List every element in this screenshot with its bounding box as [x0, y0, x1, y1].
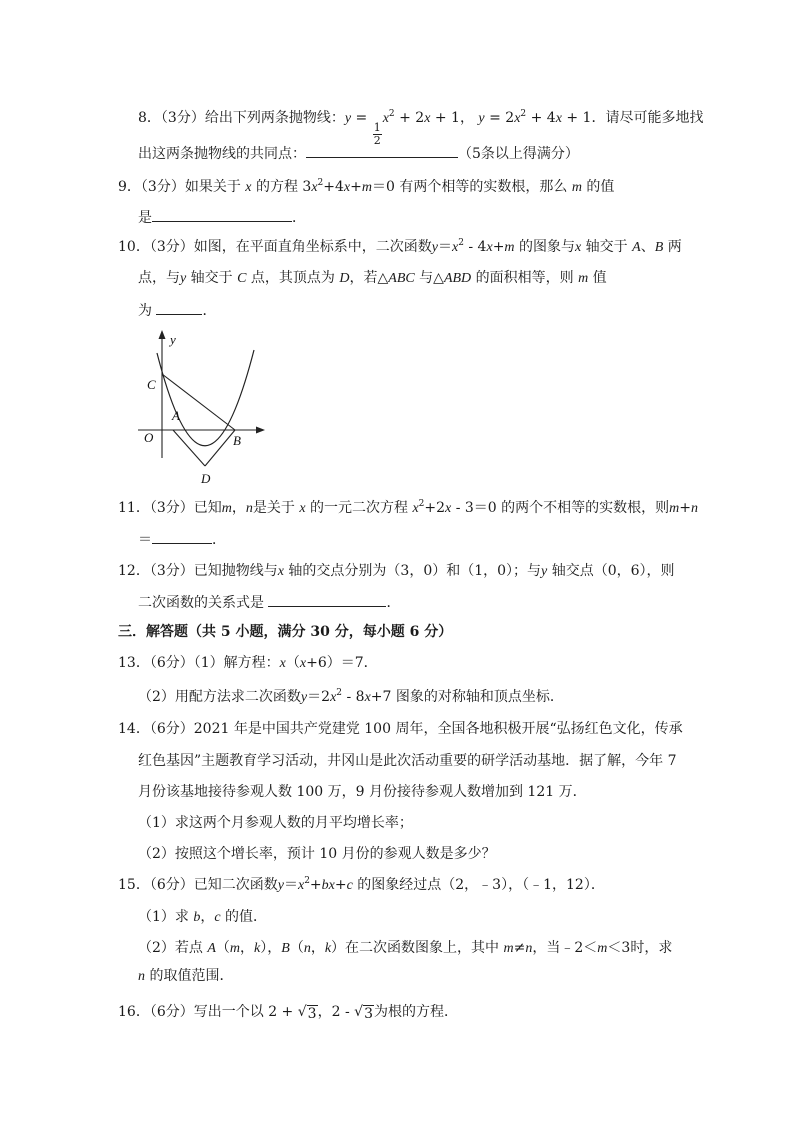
text: ＝2	[307, 689, 331, 705]
radicand: 3	[307, 1006, 317, 1022]
text: ＝	[283, 877, 298, 893]
text: 出这两条抛物线的共同点：	[138, 146, 306, 162]
q9-number: 9．	[118, 179, 141, 195]
text: （2）若点	[138, 940, 208, 956]
text: = 2	[484, 110, 515, 126]
var: n	[525, 941, 533, 956]
text: 轴交于	[186, 270, 238, 286]
label-C: C	[147, 377, 156, 392]
q14-line1	[118, 719, 683, 739]
q14-line3: 月份该基地接待参观人数 100 万，9 月份接待参观人数增加到 121 万．	[138, 784, 587, 800]
var: y	[344, 111, 352, 126]
text: ．	[202, 303, 217, 319]
q10-points: （3分）	[149, 239, 194, 255]
var: m	[597, 941, 608, 956]
var: x	[555, 111, 562, 126]
q10-line3	[138, 300, 216, 320]
var: D	[339, 271, 350, 286]
q15-sub1	[138, 907, 267, 927]
text: - 4	[463, 239, 487, 255]
var: y	[478, 111, 485, 126]
text: 、	[640, 239, 655, 255]
q12-answer-blank[interactable]	[268, 592, 386, 607]
text: +	[492, 239, 505, 255]
var: x	[451, 240, 459, 255]
text: 如图，在平面直角坐标系中，二次函数	[193, 239, 432, 255]
var: ABD	[443, 271, 472, 286]
var: A	[207, 941, 216, 956]
q8-answer-blank[interactable]	[306, 143, 458, 158]
q10-line1	[118, 237, 682, 257]
label-A: A	[172, 408, 180, 423]
var: y	[541, 564, 548, 579]
var: b	[321, 878, 329, 893]
var: b	[193, 910, 201, 925]
text: 的值	[581, 179, 615, 195]
text: ，2 -	[317, 1004, 355, 1020]
exp: 2	[304, 876, 310, 886]
q14-points: （6分）	[149, 721, 194, 737]
text: +7 图象的对称轴和顶点坐标．	[370, 689, 564, 705]
q8-number: 8．	[138, 110, 161, 126]
text: （	[215, 940, 230, 956]
q15-line1	[118, 875, 605, 895]
exp: 2	[317, 178, 324, 188]
text: 轴交点（0，6），则	[547, 563, 675, 579]
q12-points: （3分）	[149, 563, 194, 579]
text: +6）＝7．	[306, 655, 378, 671]
var: y	[277, 878, 284, 893]
q12-line1	[118, 561, 675, 581]
var: B	[654, 240, 664, 255]
sqrt-3-b	[354, 1002, 374, 1022]
segment-DB	[205, 430, 235, 466]
label-D: D	[201, 471, 211, 486]
var: x	[486, 240, 493, 255]
var: m	[503, 941, 514, 956]
frac-den: 2	[373, 134, 381, 147]
q10-line2	[138, 268, 607, 288]
q16-line1	[118, 1002, 458, 1022]
var: n	[138, 969, 145, 984]
section3-title: 三．解答题（共 5 小题，满分 30 分，每小题 6 分）	[118, 624, 453, 640]
var: x	[245, 180, 252, 195]
text: 点，其顶点为	[246, 270, 340, 286]
text: （1）求	[138, 909, 194, 925]
var: x	[424, 111, 431, 126]
var: y	[431, 240, 438, 255]
text: ．	[386, 595, 401, 611]
q9-line1	[118, 177, 614, 197]
var: x	[412, 501, 419, 516]
text: +4	[323, 179, 344, 195]
parabola-curve	[157, 350, 254, 446]
q12-line2	[138, 592, 400, 612]
text: 的面积相等，则	[471, 270, 579, 286]
q11-line2	[138, 529, 226, 549]
text: 点，与	[138, 270, 180, 286]
text: ＝	[138, 532, 152, 548]
text: 的方程 3	[251, 179, 312, 195]
var: k	[254, 941, 261, 956]
text: 的图象与	[514, 239, 575, 255]
var: x	[328, 878, 335, 893]
var: n	[245, 501, 253, 516]
text: +	[350, 179, 362, 195]
y-axis-arrow	[159, 330, 166, 339]
text: - 8	[342, 689, 365, 705]
exp: 2	[388, 109, 395, 119]
q10-number: 10．	[118, 239, 150, 255]
text: 2021 年是中国共产党建党 100 周年，全国各地积极开展“弘扬红色文化，传承	[193, 721, 683, 737]
var: n	[303, 941, 311, 956]
text: 如果关于	[184, 179, 246, 195]
text: 已知抛物线与	[193, 563, 278, 579]
text: ＝	[437, 239, 452, 255]
var: m	[221, 501, 232, 516]
q11-answer-blank[interactable]	[152, 529, 212, 544]
var: m	[571, 180, 582, 195]
var: B	[281, 941, 290, 956]
text: （5条以上得满分）	[458, 146, 579, 162]
var: x	[514, 111, 521, 126]
var: c	[346, 878, 353, 893]
text: ＝0 有两个相等的实数根，那么	[372, 179, 572, 195]
label-B: B	[233, 433, 241, 448]
var: x	[297, 878, 305, 893]
q13-number: 13．	[118, 655, 150, 671]
q13-line2	[138, 687, 564, 707]
text: 是关于	[252, 500, 300, 516]
text: ，	[240, 940, 255, 956]
var: x	[343, 180, 351, 195]
var: k	[324, 941, 332, 956]
var: x	[382, 111, 389, 126]
text: + 1，	[430, 110, 474, 126]
var: n	[691, 501, 699, 516]
text: 写出一个以 2 +	[193, 1004, 298, 1020]
text: ）在二次函数图象上，其中	[331, 940, 504, 956]
q14-line2: 红色基因”主题教育学习活动，井冈山是此次活动重要的研学活动基地．据了解，今年 7	[138, 753, 677, 769]
text: ≠	[513, 940, 526, 956]
text: + 4	[526, 110, 556, 126]
var: x	[277, 564, 284, 579]
var: x	[364, 690, 371, 705]
text: ＜3时，求	[607, 940, 673, 956]
text: （2）用配方法求二次函数	[138, 689, 301, 705]
q10-answer-blank[interactable]	[156, 300, 202, 315]
text: +2	[424, 500, 446, 516]
q15-number: 15．	[118, 877, 150, 893]
q15-points: （6分）	[149, 877, 194, 893]
exp: 2	[336, 688, 343, 698]
text: ．	[292, 210, 306, 226]
text: 的一元二次方程	[305, 500, 413, 516]
q8-line2	[138, 143, 579, 163]
text: 的图象经过点（2，﹣3），（﹣1，12）．	[352, 877, 605, 893]
exp: 2	[418, 499, 425, 509]
sqrt-3-a	[298, 1002, 318, 1022]
q15-sub2-cont	[138, 966, 233, 986]
text: ．请尽可能多地找	[591, 110, 704, 126]
text: =	[351, 110, 372, 126]
var: y	[180, 271, 187, 286]
q15-sub2	[138, 938, 672, 958]
q9-line2	[138, 207, 306, 227]
radicand: 3	[364, 1006, 373, 1022]
text: ），	[260, 940, 282, 956]
var: m	[578, 271, 589, 286]
var: m	[361, 180, 372, 195]
var: x	[330, 690, 337, 705]
text: - 3＝0 的两个不相等的实数根，则	[451, 500, 670, 516]
text: （1）解方程：	[193, 655, 280, 671]
label-y: y	[170, 332, 176, 347]
var: y	[300, 690, 308, 705]
var: m	[504, 240, 515, 255]
text: 为	[138, 303, 157, 319]
frac-num: 1	[373, 121, 381, 134]
text: ，	[231, 500, 246, 516]
var: x	[575, 240, 582, 255]
q9-points: （3分）	[140, 179, 185, 195]
q16-number: 16．	[118, 1004, 150, 1020]
text: 轴的交点分别为（3，0）和（1，0）；与	[283, 563, 542, 579]
q11-line1	[118, 498, 698, 518]
var: x	[445, 501, 452, 516]
var: x	[311, 180, 318, 195]
q14-sub2: （2）按照这个增长率，预计 10 月份的参观人数是多少？	[138, 846, 496, 862]
var: A	[632, 240, 641, 255]
exp: 2	[520, 109, 527, 119]
text: 轴交于	[581, 239, 633, 255]
q12-number: 12．	[118, 563, 150, 579]
text: （	[285, 655, 300, 671]
text: 已知二次函数	[193, 877, 278, 893]
q8-lead: 给出下列两条抛物线：	[204, 110, 345, 126]
text: +	[309, 877, 322, 893]
var: x	[299, 656, 307, 671]
text: 值	[588, 270, 607, 286]
text: 与△	[414, 270, 444, 286]
var: c	[214, 910, 221, 925]
label-O: O	[144, 430, 154, 445]
radical: √	[297, 1004, 307, 1020]
var: x	[279, 656, 286, 671]
radical: √	[354, 1004, 364, 1020]
text: + 2	[394, 110, 425, 126]
q8-points: （3分）	[160, 110, 205, 126]
q13-line1	[118, 653, 378, 673]
q11-number: 11．	[118, 500, 150, 516]
q14-number: 14．	[118, 721, 150, 737]
text: 两	[663, 239, 682, 255]
text: ，当﹣2＜	[532, 940, 598, 956]
text: 是	[138, 210, 152, 226]
q14-sub1: （1）求这两个月参观人数的月平均增长率；	[138, 815, 413, 831]
text: （	[289, 940, 304, 956]
text: + 1	[561, 110, 592, 126]
text: 的取值范围．	[145, 968, 234, 984]
parabola-figure	[130, 330, 270, 490]
text: ，若△	[349, 270, 389, 286]
q16-points: （6分）	[149, 1004, 194, 1020]
text: 二次函数的关系式是	[138, 595, 269, 611]
text: 为根的方程．	[373, 1004, 458, 1020]
text: +	[334, 877, 347, 893]
var: C	[237, 271, 247, 286]
q13-points: （6分）	[149, 655, 194, 671]
q11-points: （3分）	[149, 500, 194, 516]
var: m	[229, 941, 241, 956]
text: ．	[212, 532, 226, 548]
text: 的值．	[220, 909, 268, 925]
exp: 2	[458, 238, 464, 248]
text: +	[679, 500, 692, 516]
var: m	[669, 501, 680, 516]
var: x	[299, 501, 306, 516]
q8-line1	[138, 108, 704, 147]
q9-answer-blank[interactable]	[152, 207, 292, 222]
text: ，	[200, 909, 215, 925]
x-axis-arrow	[256, 427, 265, 434]
var: ABC	[388, 271, 415, 286]
text: 已知	[193, 500, 222, 516]
text: ，	[310, 940, 325, 956]
